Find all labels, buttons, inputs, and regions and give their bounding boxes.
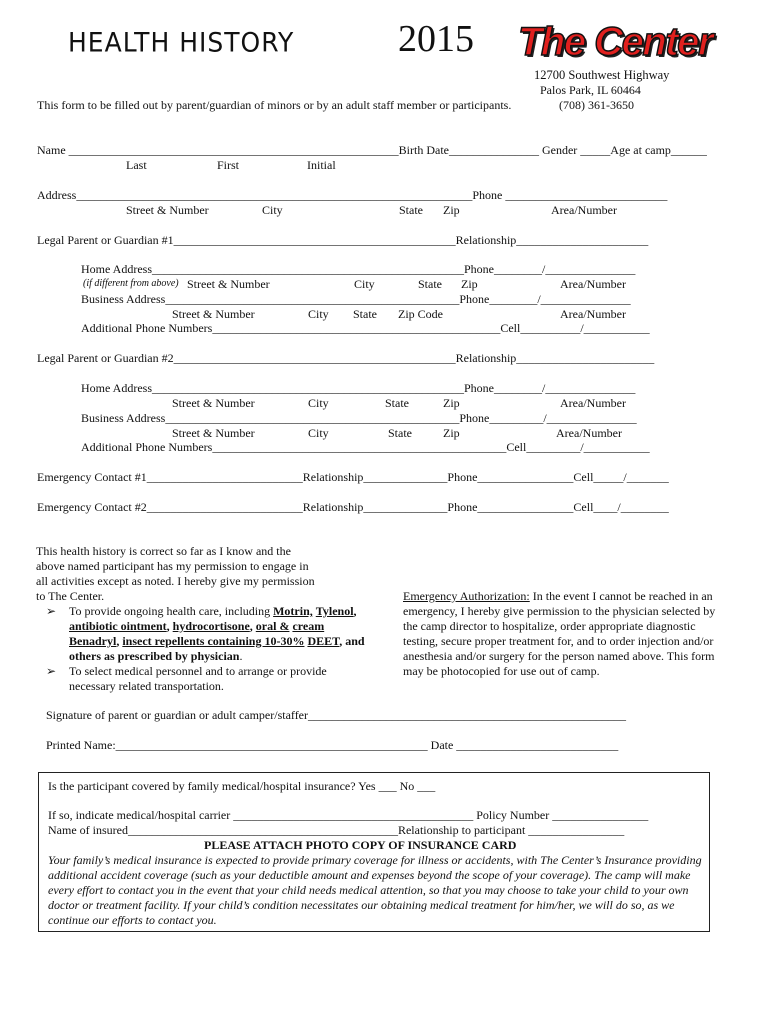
b1-c1: , [353, 604, 357, 618]
guardian2-home-line[interactable]: Home Address____________________________________________________Phone________/_______________ [81, 381, 636, 395]
consent-bullet-personnel: ➢ To select medical personnel and to arrange or provide necessary related transportation. [36, 664, 376, 694]
authorization-text: In the event I cannot be reached in an emergency, I hereby give permission to the physician selected by the camp director to hospitalize, order appropriate diagnostic testing, secure proper treatment for, and to order injection and/or anesthesia and/or surgery for the person named above. This form may be photocopied for use out of camp. [403, 589, 716, 678]
b1-cream: cream Benadryl [69, 619, 325, 648]
g2-home-street: Street & Number [172, 396, 255, 410]
g2-home-zip: Zip [443, 396, 460, 410]
b1-c3: , [249, 619, 256, 633]
address-sub-zip: Zip [443, 203, 460, 217]
g2-bus-state: State [388, 426, 412, 440]
g2-home-city: City [308, 396, 329, 410]
consent-line-2: above named participant has my permission to engage in [36, 559, 309, 573]
g2-bus-area: Area/Number [556, 426, 622, 440]
consent-line-4: to The Center. [36, 589, 105, 603]
g1-bus-area: Area/Number [560, 307, 626, 321]
b1-pre: To provide ongoing health care, including [69, 604, 274, 618]
address-sub-area: Area/Number [551, 203, 617, 217]
address-sub-street: Street & Number [126, 203, 209, 217]
consent-bullet-healthcare [36, 604, 376, 664]
g1-bus-state: State [353, 307, 377, 321]
insurance-note: Your family’s medical insurance is expected to provide primary coverage for illness or accidents, with The Center’s Insurance providing additional accident coverage (such as your deductible amount and expenses beyond the scope of your coverage). The camp will make every effort to contact you in the event that your child needs medical attention, so that you may choose to take your child to your own doctor or treatment facility. If your child’s condition necessitates our obtaining medical treatment for him/her, we will do so, as we continue our efforts to contact you. [48, 853, 702, 927]
consent-line-3: all activities except as noted. I hereby give my permission [36, 574, 315, 588]
insurance-box [38, 772, 710, 932]
b1-oral: oral & [255, 619, 290, 633]
b1-rest: , and others as prescribed by physician [69, 634, 365, 663]
guardian1-home-line[interactable]: Home Address____________________________________________________Phone________/_______________ [81, 262, 636, 276]
g2-bus-street: Street & Number [172, 426, 255, 440]
emergency-contact-1[interactable]: Emergency Contact #1__________________________Relationship______________Phone________________Cell_____/_______ [37, 470, 669, 484]
b1-c2: , [166, 619, 173, 633]
b1-tylenol: Tylenol [315, 604, 354, 618]
b1-antibiotic: antibiotic ointment [69, 619, 167, 633]
org-phone: (708) 361-3650 [559, 98, 634, 112]
attach-card-notice: PLEASE ATTACH PHOTO COPY OF INSURANCE CARD [204, 838, 517, 852]
address-sub-state: State [399, 203, 423, 217]
b1-insect: insect repellents containing 10-30% [122, 634, 305, 648]
name-sub-first: First [217, 158, 240, 172]
name-sub-initial: Initial [307, 158, 336, 172]
b1-c4: , [116, 634, 123, 648]
g1-home-street: Street & Number [187, 277, 270, 291]
insurance-question[interactable]: Is the participant covered by family medical/hospital insurance? Yes ___ No ___ [48, 779, 436, 793]
consent-block [36, 544, 376, 694]
guardian1-home-note: (if different from above) [83, 278, 179, 289]
insured-name-line[interactable]: Name of insured_____________________________________________Relationship to participant ________________ [48, 823, 625, 837]
g1-bus-city: City [308, 307, 329, 321]
printed-name-date-line[interactable]: Printed Name:____________________________________________________ Date ___________________________ [46, 738, 619, 752]
b1-end: . [239, 649, 243, 663]
g2-home-area: Area/Number [560, 396, 626, 410]
authorization-heading: Emergency Authorization: [403, 589, 530, 603]
g1-home-zip: Zip [461, 277, 478, 291]
b1-hydro: hydrocortisone [172, 619, 250, 633]
g2-home-state: State [385, 396, 409, 410]
guardian1-line[interactable]: Legal Parent or Guardian #1_______________________________________________Relationship______________________ [37, 233, 649, 247]
consent-bullets [36, 604, 376, 694]
the-center-logo: The Center [518, 20, 712, 64]
name-sub-last: Last [126, 158, 147, 172]
org-address-line1: 12700 Southwest Highway [534, 68, 670, 82]
guardian2-additional-line[interactable]: Additional Phone Numbers_________________________________________________Cell_________/___________ [81, 440, 650, 454]
signature-line[interactable]: Signature of parent or guardian or adult camper/staffer_____________________________________________________ [46, 708, 627, 722]
guardian1-additional-line[interactable]: Additional Phone Numbers________________________________________________Cell__________/___________ [81, 321, 650, 335]
b1-deet: DEET [307, 634, 340, 648]
g1-bus-zip: Zip Code [398, 307, 443, 321]
org-address-line2: Palos Park, IL 60464 [540, 83, 641, 97]
address-sub-city: City [262, 203, 283, 217]
g1-home-city: City [354, 277, 375, 291]
g1-home-state: State [418, 277, 442, 291]
g1-bus-street: Street & Number [172, 307, 255, 321]
guardian1-business-line[interactable]: Business Address_________________________________________________Phone________/_______________ [81, 292, 631, 306]
emergency-authorization [403, 589, 728, 679]
form-instruction: This form to be filled out by parent/guardian of minors or by an adult staff member or participants. [37, 98, 512, 112]
guardian2-business-line[interactable]: Business Address_________________________________________________Phone_________/_______________ [81, 411, 637, 425]
emergency-contact-2[interactable]: Emergency Contact #2__________________________Relationship______________Phone________________Cell____/________ [37, 500, 669, 514]
participant-name-line[interactable]: Name _______________________________________________________Birth Date_______________ Gender _____Age at camp______ [37, 143, 707, 157]
form-year: 2015 [398, 18, 474, 60]
form-title: HEALTH HISTORY [68, 27, 295, 58]
guardian2-line[interactable]: Legal Parent or Guardian #2_______________________________________________Relationship_______________________ [37, 351, 655, 365]
g1-home-area: Area/Number [560, 277, 626, 291]
b1-motrin: Motrin, [273, 604, 313, 618]
consent-line-1: This health history is correct so far as I know and the [36, 544, 291, 558]
g2-bus-city: City [308, 426, 329, 440]
insurance-carrier-line[interactable]: If so, indicate medical/hospital carrier ________________________________________ Policy Number ________________ [48, 808, 649, 822]
g2-bus-zip: Zip [443, 426, 460, 440]
participant-address-line[interactable]: Address__________________________________________________________________Phone ___________________________ [37, 188, 668, 202]
